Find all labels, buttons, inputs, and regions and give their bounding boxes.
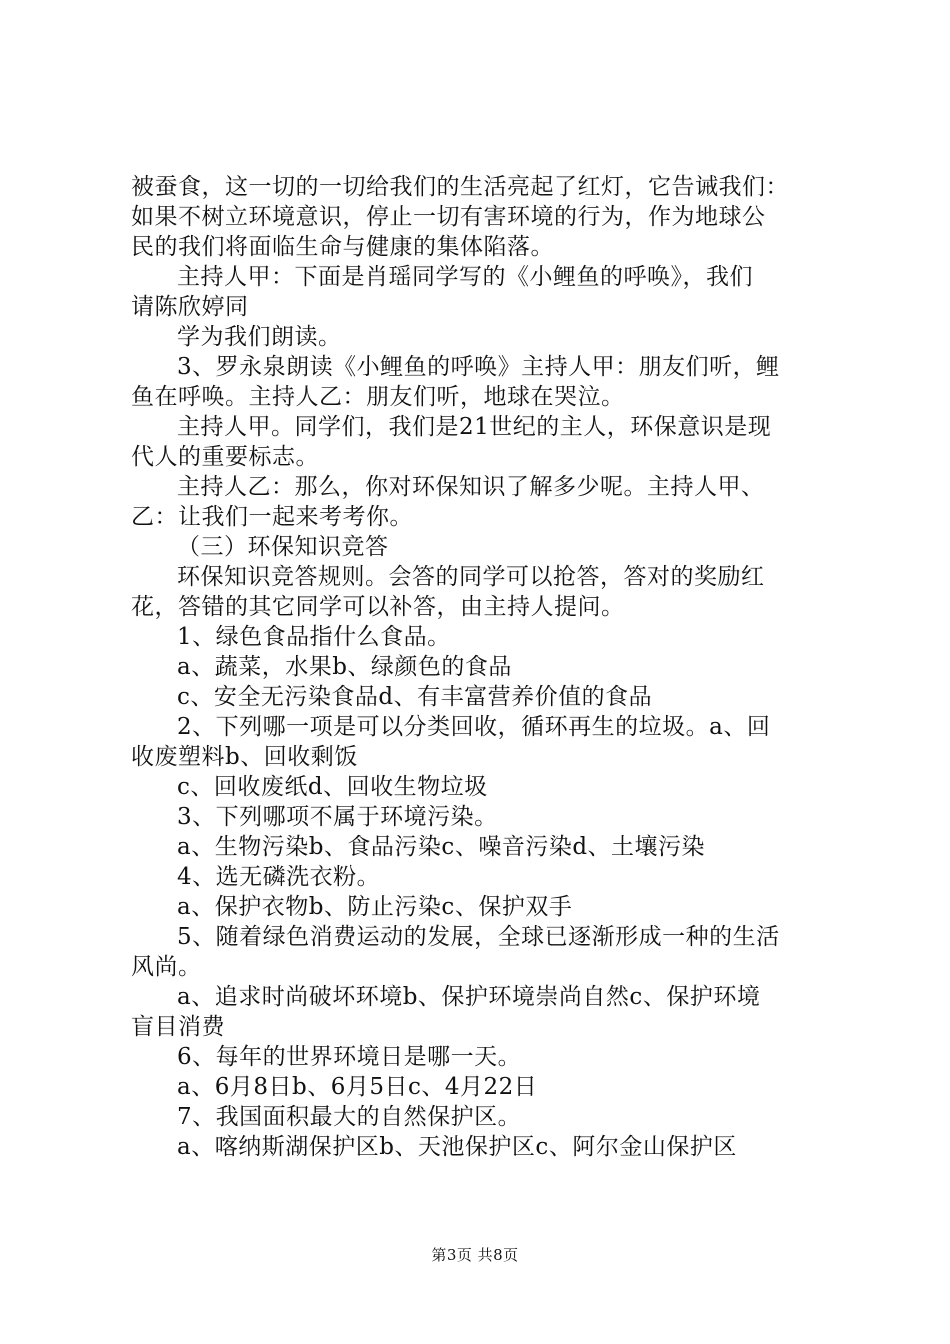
- text-line: 2、下列哪一项是可以分类回收，循环再生的垃圾。a、回: [177, 714, 771, 740]
- text-line: 请陈欣婷同: [131, 294, 249, 320]
- text-line: 花，答错的其它同学可以补答，由主持人提问。: [131, 594, 625, 620]
- text-line: 如果不树立环境意识，停止一切有害环境的行为，作为地球公: [131, 204, 766, 230]
- text-line: 4、选无磷洗衣粉。: [177, 864, 381, 890]
- text-line: 7、我国面积最大的自然保护区。: [177, 1104, 522, 1130]
- text-line: 主持人甲：下面是肖瑶同学写的《小鲤鱼的呼唤》，我们: [177, 264, 753, 290]
- text-line: 学为我们朗读。: [177, 324, 342, 350]
- text-line: 环保知识竞答规则。会答的同学可以抢答，答对的奖励红: [177, 564, 765, 590]
- text-line: 3、罗永泉朗读《小鲤鱼的呼唤》主持人甲：朋友们听，鲤: [177, 354, 780, 380]
- text-line: （三）环保知识竞答: [177, 534, 389, 560]
- text-line: 鱼在呼唤。主持人乙：朋友们听，地球在哭泣。: [131, 384, 625, 410]
- text-line: 被蚕食，这一切的一切给我们的生活亮起了红灯，它告诫我们：: [131, 174, 789, 200]
- text-line: c、安全无污染食品d、有丰富营养价值的食品: [177, 684, 653, 710]
- text-line: a、追求时尚破坏环境b、保护环境崇尚自然c、保护环境: [177, 984, 761, 1010]
- text-line: 乙：让我们一起来考考你。: [131, 504, 413, 530]
- text-line: a、喀纳斯湖保护区b、天池保护区c、阿尔金山保护区: [177, 1134, 737, 1160]
- text-line: 代人的重要标志。: [131, 444, 319, 470]
- text-line: 6、每年的世界环境日是哪一天。: [177, 1044, 522, 1070]
- text-line: a、6月8日b、6月5日c、4月22日: [177, 1074, 538, 1100]
- text-line: a、保护衣物b、防止污染c、保护双手: [177, 894, 573, 920]
- text-line: 风尚。: [131, 954, 202, 980]
- text-line: 1、绿色食品指什么食品。: [177, 624, 451, 650]
- text-line: c、回收废纸d、回收生物垃圾: [177, 774, 488, 800]
- text-line: 主持人甲。同学们，我们是21世纪的主人，环保意识是现: [177, 414, 772, 440]
- document-body: [131, 172, 831, 1162]
- text-line: 3、下列哪项不属于环境污染。: [177, 804, 498, 830]
- page-footer: 第3页 共8页: [431, 1246, 519, 1264]
- text-line: 盲目消费: [131, 1014, 225, 1040]
- text-line: a、生物污染b、食品污染c、噪音污染d、土壤污染: [177, 834, 706, 860]
- text-line: 主持人乙：那么，你对环保知识了解多少呢。主持人甲、: [177, 474, 765, 500]
- text-line: a、蔬菜，水果b、绿颜色的食品: [177, 654, 512, 680]
- text-line: 5、随着绿色消费运动的发展，全球已逐渐形成一种的生活: [177, 924, 780, 950]
- text-line: 收废塑料b、回收剩饭: [131, 744, 358, 770]
- text-line: 民的我们将面临生命与健康的集体陷落。: [131, 234, 554, 260]
